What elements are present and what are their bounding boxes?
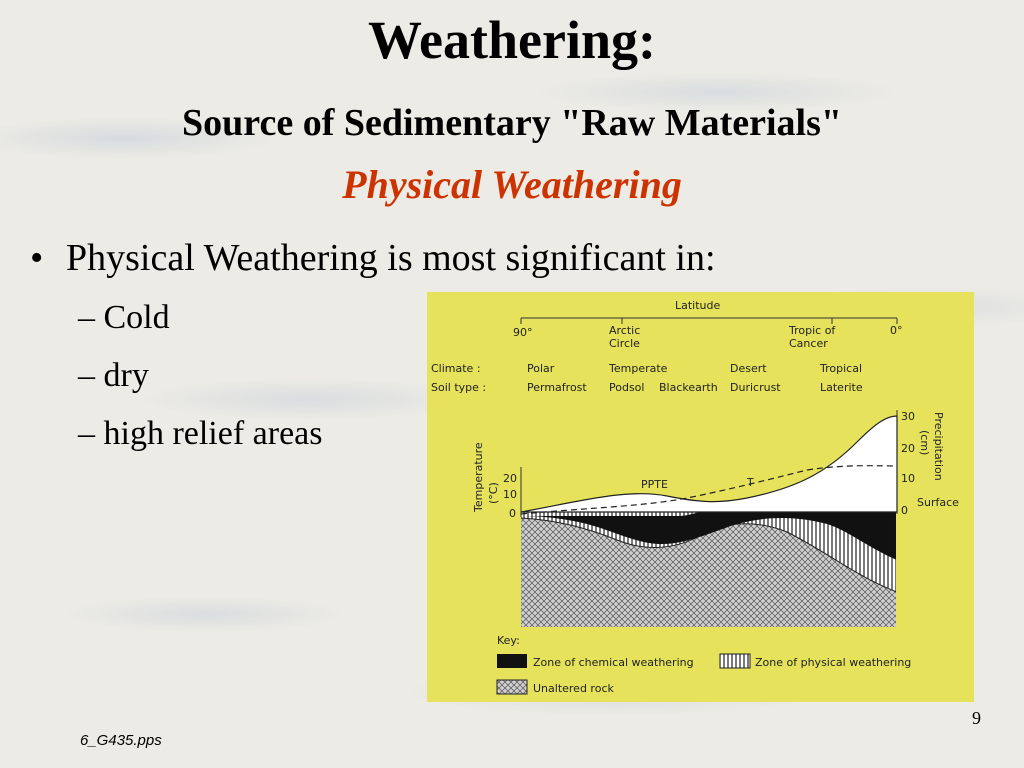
temperature-axis-label: Temperature	[472, 442, 485, 512]
precipitation-unit: (cm)	[918, 430, 931, 456]
temp-tick-20: 20	[503, 472, 517, 485]
soil-duricrust: Duricrust	[730, 381, 781, 394]
key-unaltered-swatch	[497, 680, 527, 694]
climate-desert: Desert	[730, 362, 767, 375]
key-physical-swatch	[720, 654, 750, 668]
latitude-0: 0°	[890, 324, 903, 337]
climate-temperate: Temperate	[609, 362, 668, 375]
precipitation-axis-label: Precipitation	[932, 412, 945, 481]
climate-polar: Polar	[527, 362, 555, 375]
soil-podsol: Podsol	[609, 381, 645, 394]
latitude-circle: Circle	[609, 337, 640, 350]
key-chemical-text: Zone of chemical weathering	[533, 656, 694, 669]
weathering-diagram	[427, 292, 974, 702]
temp-tick-0: 0	[509, 507, 516, 520]
soil-laterite: Laterite	[820, 381, 863, 394]
soil-permafrost: Permafrost	[527, 381, 587, 394]
climate-tropical: Tropical	[820, 362, 862, 375]
temp-tick-10: 10	[503, 488, 517, 501]
bullet-main	[30, 235, 716, 281]
diagram-svg	[427, 292, 974, 702]
latitude-label: Latitude	[675, 299, 721, 312]
ppte-label: PPTE	[641, 478, 668, 491]
sub-bullet-cold: – Cold	[78, 299, 170, 336]
latitude-cancer: Cancer	[789, 337, 828, 350]
sub-bullet-dry: – dry	[78, 357, 149, 394]
key-chemical-swatch	[497, 654, 527, 668]
bullet-text: Physical Weathering is most significant in:	[66, 237, 716, 279]
ppte-area	[521, 416, 897, 512]
bullet-dot-icon: •	[30, 237, 44, 279]
precip-tick-30: 30	[901, 410, 915, 423]
key-physical-text: Zone of physical weathering	[755, 656, 912, 669]
sub-bullet-relief: – high relief areas	[78, 415, 323, 452]
latitude-90: 90°	[513, 326, 533, 339]
slide-subtitle: Source of Sedimentary "Raw Materials"	[182, 102, 842, 144]
precip-tick-10: 10	[901, 472, 915, 485]
precip-tick-0: 0	[901, 504, 908, 517]
precip-tick-20: 20	[901, 442, 915, 455]
footer-filename: 6_G435.pps	[80, 732, 162, 749]
section-heading: Physical Weathering	[342, 162, 682, 207]
key-label: Key:	[497, 634, 520, 647]
surface-label: Surface	[917, 496, 959, 509]
temperature-unit: (°C)	[487, 482, 500, 504]
soil-blackearth: Blackearth	[659, 381, 718, 394]
page-number: 9	[972, 708, 981, 728]
slide-title: Weathering:	[368, 10, 656, 70]
t-label: T	[747, 476, 754, 489]
latitude-arctic: Arctic	[609, 324, 641, 337]
latitude-tropic: Tropic of	[789, 324, 836, 337]
key-unaltered-text: Unaltered rock	[533, 682, 614, 695]
climate-label: Climate :	[431, 362, 481, 375]
soil-label: Soil type :	[431, 381, 487, 394]
